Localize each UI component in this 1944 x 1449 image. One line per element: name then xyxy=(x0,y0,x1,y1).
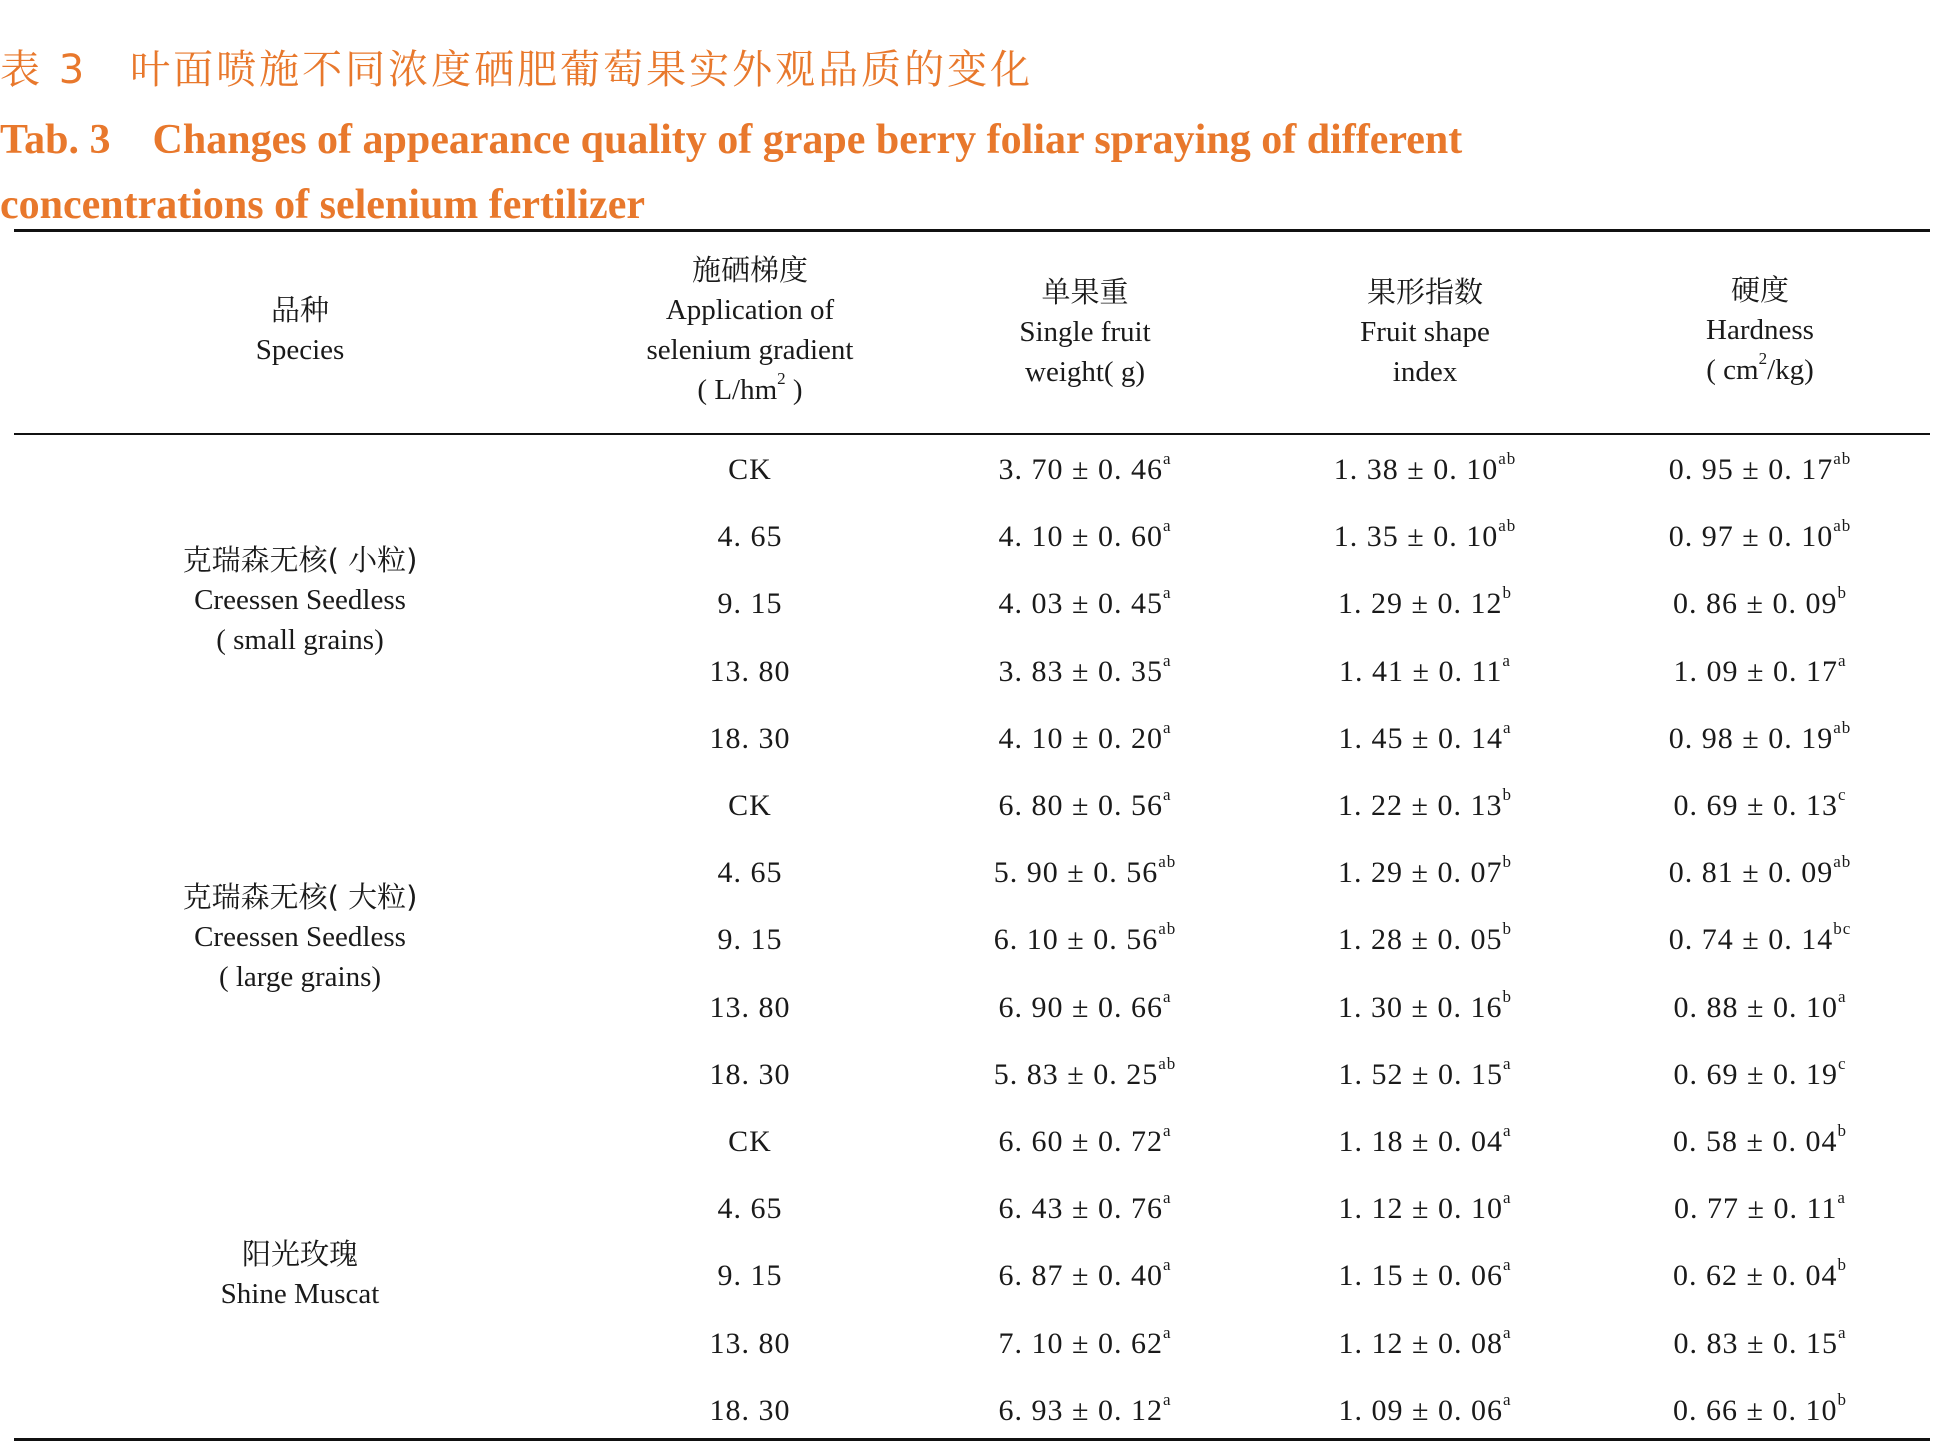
table-row xyxy=(0,705,1944,772)
cell-hardness xyxy=(1630,1377,1890,1444)
species-grain-size: ( small grains) xyxy=(216,624,384,656)
cell-fruit-shape-index-value: 1. 29 ± 0. 12 xyxy=(1338,587,1503,621)
cell-hardness-significance-letter: a xyxy=(1837,1188,1846,1208)
cell-application xyxy=(650,974,850,1041)
cell-application xyxy=(650,906,850,973)
header-shape-en2: index xyxy=(1392,356,1458,388)
cell-fruit-shape-index-significance-letter: a xyxy=(1502,650,1511,670)
cell-hardness-value: 0. 77 ± 0. 11 xyxy=(1674,1192,1838,1226)
cell-single-fruit-weight-significance-letter: a xyxy=(1162,583,1172,603)
header-species-cn: 品种 xyxy=(270,293,329,327)
cell-single-fruit-weight-value: 6. 87 ± 0. 40 xyxy=(998,1259,1163,1293)
header-species xyxy=(100,290,500,370)
cell-fruit-shape-index-significance-letter: ab xyxy=(1498,516,1517,536)
cell-fruit-shape-index-significance-letter: a xyxy=(1502,1255,1512,1275)
cell-hardness xyxy=(1630,839,1890,906)
header-hardness xyxy=(1630,270,1890,390)
table-row xyxy=(0,503,1944,570)
cell-hardness-value: 0. 98 ± 0. 19 xyxy=(1668,721,1834,755)
cell-application-value: CK xyxy=(728,789,772,822)
cell-hardness xyxy=(1630,705,1890,772)
cell-hardness-value: 1. 09 ± 0. 17 xyxy=(1673,654,1838,688)
cell-application-value: 9. 15 xyxy=(717,923,783,957)
cell-hardness xyxy=(1630,436,1890,503)
cell-hardness-value: 0. 74 ± 0. 14 xyxy=(1668,923,1834,957)
cell-application-value: 13. 80 xyxy=(709,990,791,1024)
cell-hardness xyxy=(1630,1041,1890,1108)
cell-fruit-shape-index-value: 1. 15 ± 0. 06 xyxy=(1338,1259,1503,1293)
table-bottom-rule xyxy=(14,1438,1930,1441)
cell-hardness-significance-letter: b xyxy=(1837,1255,1847,1275)
header-hardness-unit: ( $cm^2/kg$) xyxy=(1706,349,1814,386)
cell-fruit-shape-index-significance-letter: a xyxy=(1502,717,1512,737)
cell-fruit-shape-index-significance-letter: b xyxy=(1502,919,1512,939)
cell-single-fruit-weight xyxy=(960,570,1210,637)
cell-hardness xyxy=(1630,772,1890,839)
cell-fruit-shape-index-significance-letter: a xyxy=(1502,1322,1512,1342)
cell-application-value: 9. 15 xyxy=(717,587,783,621)
cell-application xyxy=(650,638,850,705)
species-name-en: Shine Muscat xyxy=(220,1278,380,1310)
cell-application-value: 4. 65 xyxy=(717,520,783,554)
cell-hardness-value: 0. 88 ± 0. 10 xyxy=(1673,990,1838,1024)
cell-hardness xyxy=(1630,1310,1890,1377)
species-name-cn: 克瑞森无核( 小粒) xyxy=(182,543,418,577)
cell-single-fruit-weight-value: 4. 10 ± 0. 60 xyxy=(998,520,1163,554)
header-application-en2: selenium gradient xyxy=(646,334,854,366)
cell-fruit-shape-index-significance-letter: b xyxy=(1502,785,1512,804)
cell-hardness-value: 0. 81 ± 0. 09 xyxy=(1668,856,1834,890)
cell-single-fruit-weight-significance-letter: a xyxy=(1162,650,1172,670)
cell-fruit-shape-index-significance-letter: b xyxy=(1502,583,1512,603)
cell-single-fruit-weight xyxy=(960,503,1210,570)
cell-application xyxy=(650,1041,850,1108)
cell-fruit-shape-index-value: 1. 41 ± 0. 11 xyxy=(1339,654,1503,688)
cell-single-fruit-weight-significance-letter: a xyxy=(1162,1121,1172,1140)
cell-application xyxy=(650,436,850,503)
cell-hardness-value: 0. 95 ± 0. 17 xyxy=(1668,453,1834,486)
cell-hardness-significance-letter: c xyxy=(1837,785,1847,804)
cell-application xyxy=(650,1175,850,1242)
table-row xyxy=(0,638,1944,705)
cell-hardness-value: 0. 62 ± 0. 04 xyxy=(1673,1259,1838,1293)
cell-single-fruit-weight-significance-letter: ab xyxy=(1158,852,1177,872)
cell-single-fruit-weight-value: 6. 10 ± 0. 56 xyxy=(993,923,1159,957)
cell-fruit-shape-index xyxy=(1295,503,1555,570)
cell-fruit-shape-index-significance-letter: a xyxy=(1502,1053,1512,1073)
cell-single-fruit-weight-significance-letter: a xyxy=(1162,449,1172,468)
cell-hardness-significance-letter: c xyxy=(1837,1053,1847,1073)
cell-application xyxy=(650,1377,850,1444)
cell-single-fruit-weight xyxy=(960,1175,1210,1242)
header-weight-en2: weight( g) xyxy=(1025,356,1145,388)
cell-application xyxy=(650,705,850,772)
cell-application xyxy=(650,503,850,570)
cell-hardness-significance-letter: b xyxy=(1837,1389,1847,1409)
cell-single-fruit-weight-significance-letter: a xyxy=(1162,516,1172,536)
cell-application-value: CK xyxy=(728,1125,772,1158)
cell-single-fruit-weight xyxy=(960,974,1210,1041)
cell-application-value: CK xyxy=(728,453,772,486)
header-shape xyxy=(1295,272,1555,392)
cell-single-fruit-weight-significance-letter: a xyxy=(1162,1322,1172,1342)
cell-fruit-shape-index-significance-letter: b xyxy=(1502,986,1512,1006)
cell-fruit-shape-index-significance-letter: a xyxy=(1502,1188,1512,1208)
cell-single-fruit-weight xyxy=(960,772,1210,839)
cell-application xyxy=(650,1242,850,1309)
cell-hardness-value: 0. 69 ± 0. 13 xyxy=(1673,789,1838,822)
cell-single-fruit-weight xyxy=(960,1310,1210,1377)
table-row xyxy=(0,1242,1944,1309)
cell-hardness-significance-letter: b xyxy=(1837,583,1847,603)
cell-single-fruit-weight-value: 6. 43 ± 0. 76 xyxy=(998,1192,1163,1226)
cell-hardness-significance-letter: ab xyxy=(1833,516,1852,536)
table-row xyxy=(0,974,1944,1041)
cell-single-fruit-weight xyxy=(960,638,1210,705)
table-top-rule xyxy=(14,229,1930,232)
header-hardness-en1: Hardness xyxy=(1706,314,1814,346)
cell-application-value: 4. 65 xyxy=(717,856,783,890)
cell-application-value: 18. 30 xyxy=(709,721,791,755)
table-title-english-line-1: Tab. 3 Changes of appearance quality of grape berry foliar spraying of different xyxy=(0,117,1463,163)
cell-fruit-shape-index-value: 1. 35 ± 0. 10 xyxy=(1333,520,1499,554)
header-shape-en1: Fruit shape xyxy=(1360,316,1490,348)
cell-fruit-shape-index-value: 1. 38 ± 0. 10 xyxy=(1333,453,1499,486)
cell-fruit-shape-index xyxy=(1295,1310,1555,1377)
cell-fruit-shape-index-value: 1. 30 ± 0. 16 xyxy=(1338,990,1503,1024)
species-name-en: Creessen Seedless xyxy=(194,584,406,616)
cell-fruit-shape-index-value: 1. 45 ± 0. 14 xyxy=(1338,721,1503,755)
cell-fruit-shape-index-value: 1. 18 ± 0. 04 xyxy=(1338,1125,1503,1158)
cell-fruit-shape-index xyxy=(1295,1377,1555,1444)
table-row xyxy=(0,570,1944,637)
cell-hardness-value: 0. 69 ± 0. 19 xyxy=(1673,1057,1838,1091)
cell-fruit-shape-index xyxy=(1295,638,1555,705)
cell-application xyxy=(650,570,850,637)
table-row xyxy=(0,772,1944,839)
cell-fruit-shape-index xyxy=(1295,772,1555,839)
cell-fruit-shape-index xyxy=(1295,1242,1555,1309)
cell-fruit-shape-index xyxy=(1295,1108,1555,1175)
header-application-unit: ( $L/hm^2$ ) xyxy=(697,369,803,406)
header-application xyxy=(600,250,900,410)
cell-hardness xyxy=(1630,570,1890,637)
table-row xyxy=(0,839,1944,906)
cell-single-fruit-weight-value: 3. 70 ± 0. 46 xyxy=(998,453,1163,486)
header-hardness-cn: 硬度 xyxy=(1730,273,1789,307)
cell-hardness-significance-letter: a xyxy=(1837,1322,1847,1342)
cell-application-value: 18. 30 xyxy=(709,1057,791,1091)
cell-hardness-significance-letter: bc xyxy=(1833,919,1852,939)
header-weight xyxy=(960,272,1210,392)
cell-single-fruit-weight-value: 5. 90 ± 0. 56 xyxy=(993,856,1159,890)
species-name-en: Creessen Seedless xyxy=(194,921,406,953)
cell-single-fruit-weight-value: 3. 83 ± 0. 35 xyxy=(998,654,1163,688)
cell-hardness-significance-letter: ab xyxy=(1833,717,1852,737)
cell-fruit-shape-index xyxy=(1295,1175,1555,1242)
cell-fruit-shape-index-value: 1. 12 ± 0. 08 xyxy=(1338,1326,1503,1360)
table-header-rule xyxy=(14,433,1930,435)
cell-application xyxy=(650,1108,850,1175)
cell-single-fruit-weight xyxy=(960,705,1210,772)
cell-fruit-shape-index-significance-letter: a xyxy=(1502,1121,1512,1140)
table-row xyxy=(0,1310,1944,1377)
cell-single-fruit-weight xyxy=(960,436,1210,503)
cell-fruit-shape-index-value: 1. 22 ± 0. 13 xyxy=(1338,789,1503,822)
cell-hardness-significance-letter: ab xyxy=(1833,449,1852,468)
cell-single-fruit-weight xyxy=(960,1108,1210,1175)
header-species-en: Species xyxy=(255,334,345,366)
cell-hardness-significance-letter: a xyxy=(1837,986,1847,1006)
cell-application-value: 13. 80 xyxy=(709,654,791,688)
cell-single-fruit-weight-significance-letter: a xyxy=(1162,717,1172,737)
cell-single-fruit-weight-value: 6. 80 ± 0. 56 xyxy=(998,789,1163,822)
cell-application xyxy=(650,772,850,839)
cell-fruit-shape-index xyxy=(1295,705,1555,772)
cell-application xyxy=(650,839,850,906)
cell-fruit-shape-index-value: 1. 28 ± 0. 05 xyxy=(1338,923,1503,957)
cell-hardness xyxy=(1630,503,1890,570)
cell-hardness xyxy=(1630,1242,1890,1309)
cell-single-fruit-weight-value: 6. 93 ± 0. 12 xyxy=(998,1393,1163,1427)
table-title-english-line-2: concentrations of selenium fertilizer xyxy=(0,182,645,228)
header-weight-en1: Single fruit xyxy=(1019,316,1151,348)
table-row xyxy=(0,1041,1944,1108)
cell-hardness-significance-letter: b xyxy=(1837,1121,1847,1140)
table-title-chinese: 表 3 叶面喷施不同浓度硒肥葡萄果实外观品质的变化 xyxy=(0,47,1034,93)
cell-hardness-value: 0. 86 ± 0. 09 xyxy=(1673,587,1838,621)
cell-fruit-shape-index xyxy=(1295,974,1555,1041)
table-row xyxy=(0,436,1944,503)
cell-single-fruit-weight-significance-letter: a xyxy=(1162,1389,1172,1409)
cell-hardness xyxy=(1630,974,1890,1041)
cell-fruit-shape-index-significance-letter: a xyxy=(1502,1389,1512,1409)
cell-single-fruit-weight xyxy=(960,1242,1210,1309)
species-name-cn: 克瑞森无核( 大粒) xyxy=(182,880,418,914)
cell-single-fruit-weight-value: 5. 83 ± 0. 25 xyxy=(993,1057,1159,1091)
cell-fruit-shape-index-significance-letter: b xyxy=(1502,852,1512,872)
table-row xyxy=(0,1108,1944,1175)
cell-fruit-shape-index xyxy=(1295,570,1555,637)
header-application-en1: Application of xyxy=(665,294,835,326)
cell-fruit-shape-index-value: 1. 52 ± 0. 15 xyxy=(1338,1057,1503,1091)
header-shape-cn: 果形指数 xyxy=(1366,275,1483,309)
cell-single-fruit-weight-value: 7. 10 ± 0. 62 xyxy=(998,1326,1163,1360)
cell-hardness-value: 0. 66 ± 0. 10 xyxy=(1673,1393,1838,1427)
cell-single-fruit-weight-value: 6. 90 ± 0. 66 xyxy=(998,990,1163,1024)
cell-application-value: 4. 65 xyxy=(717,1192,783,1226)
cell-application xyxy=(650,1310,850,1377)
cell-hardness xyxy=(1630,1175,1890,1242)
header-application-cn: 施硒梯度 xyxy=(691,253,808,287)
cell-fruit-shape-index xyxy=(1295,1041,1555,1108)
cell-application-value: 13. 80 xyxy=(709,1326,791,1360)
cell-single-fruit-weight xyxy=(960,1041,1210,1108)
cell-fruit-shape-index xyxy=(1295,906,1555,973)
cell-single-fruit-weight-value: 4. 03 ± 0. 45 xyxy=(998,587,1163,621)
cell-fruit-shape-index-significance-letter: ab xyxy=(1498,449,1517,468)
cell-hardness-value: 0. 83 ± 0. 15 xyxy=(1673,1326,1838,1360)
cell-hardness xyxy=(1630,638,1890,705)
cell-fruit-shape-index xyxy=(1295,839,1555,906)
cell-fruit-shape-index-value: 1. 29 ± 0. 07 xyxy=(1338,856,1503,890)
table-row xyxy=(0,906,1944,973)
cell-hardness-significance-letter: ab xyxy=(1833,852,1852,872)
cell-application-value: 9. 15 xyxy=(717,1259,783,1293)
cell-single-fruit-weight xyxy=(960,1377,1210,1444)
cell-hardness-value: 0. 97 ± 0. 10 xyxy=(1668,520,1834,554)
cell-single-fruit-weight xyxy=(960,906,1210,973)
cell-hardness xyxy=(1630,1108,1890,1175)
cell-hardness-value: 0. 58 ± 0. 04 xyxy=(1673,1125,1838,1158)
cell-fruit-shape-index xyxy=(1295,436,1555,503)
cell-hardness xyxy=(1630,906,1890,973)
cell-single-fruit-weight-significance-letter: ab xyxy=(1158,1053,1177,1073)
cell-single-fruit-weight-significance-letter: a xyxy=(1162,785,1172,804)
table-row xyxy=(0,1175,1944,1242)
header-weight-cn: 单果重 xyxy=(1041,275,1129,309)
cell-single-fruit-weight-significance-letter: ab xyxy=(1158,919,1177,939)
cell-single-fruit-weight-value: 6. 60 ± 0. 72 xyxy=(998,1125,1163,1158)
cell-single-fruit-weight-value: 4. 10 ± 0. 20 xyxy=(998,721,1163,755)
cell-application-value: 18. 30 xyxy=(709,1393,791,1427)
cell-fruit-shape-index-value: 1. 12 ± 0. 10 xyxy=(1338,1192,1503,1226)
cell-hardness-significance-letter: a xyxy=(1837,650,1847,670)
cell-single-fruit-weight-significance-letter: a xyxy=(1162,1188,1172,1208)
cell-single-fruit-weight xyxy=(960,839,1210,906)
cell-single-fruit-weight-significance-letter: a xyxy=(1162,986,1172,1006)
species-grain-size: ( large grains) xyxy=(218,961,382,993)
cell-fruit-shape-index-value: 1. 09 ± 0. 06 xyxy=(1338,1393,1503,1427)
cell-single-fruit-weight-significance-letter: a xyxy=(1162,1255,1172,1275)
species-name-cn: 阳光玫瑰 xyxy=(241,1237,358,1271)
table-row xyxy=(0,1377,1944,1444)
